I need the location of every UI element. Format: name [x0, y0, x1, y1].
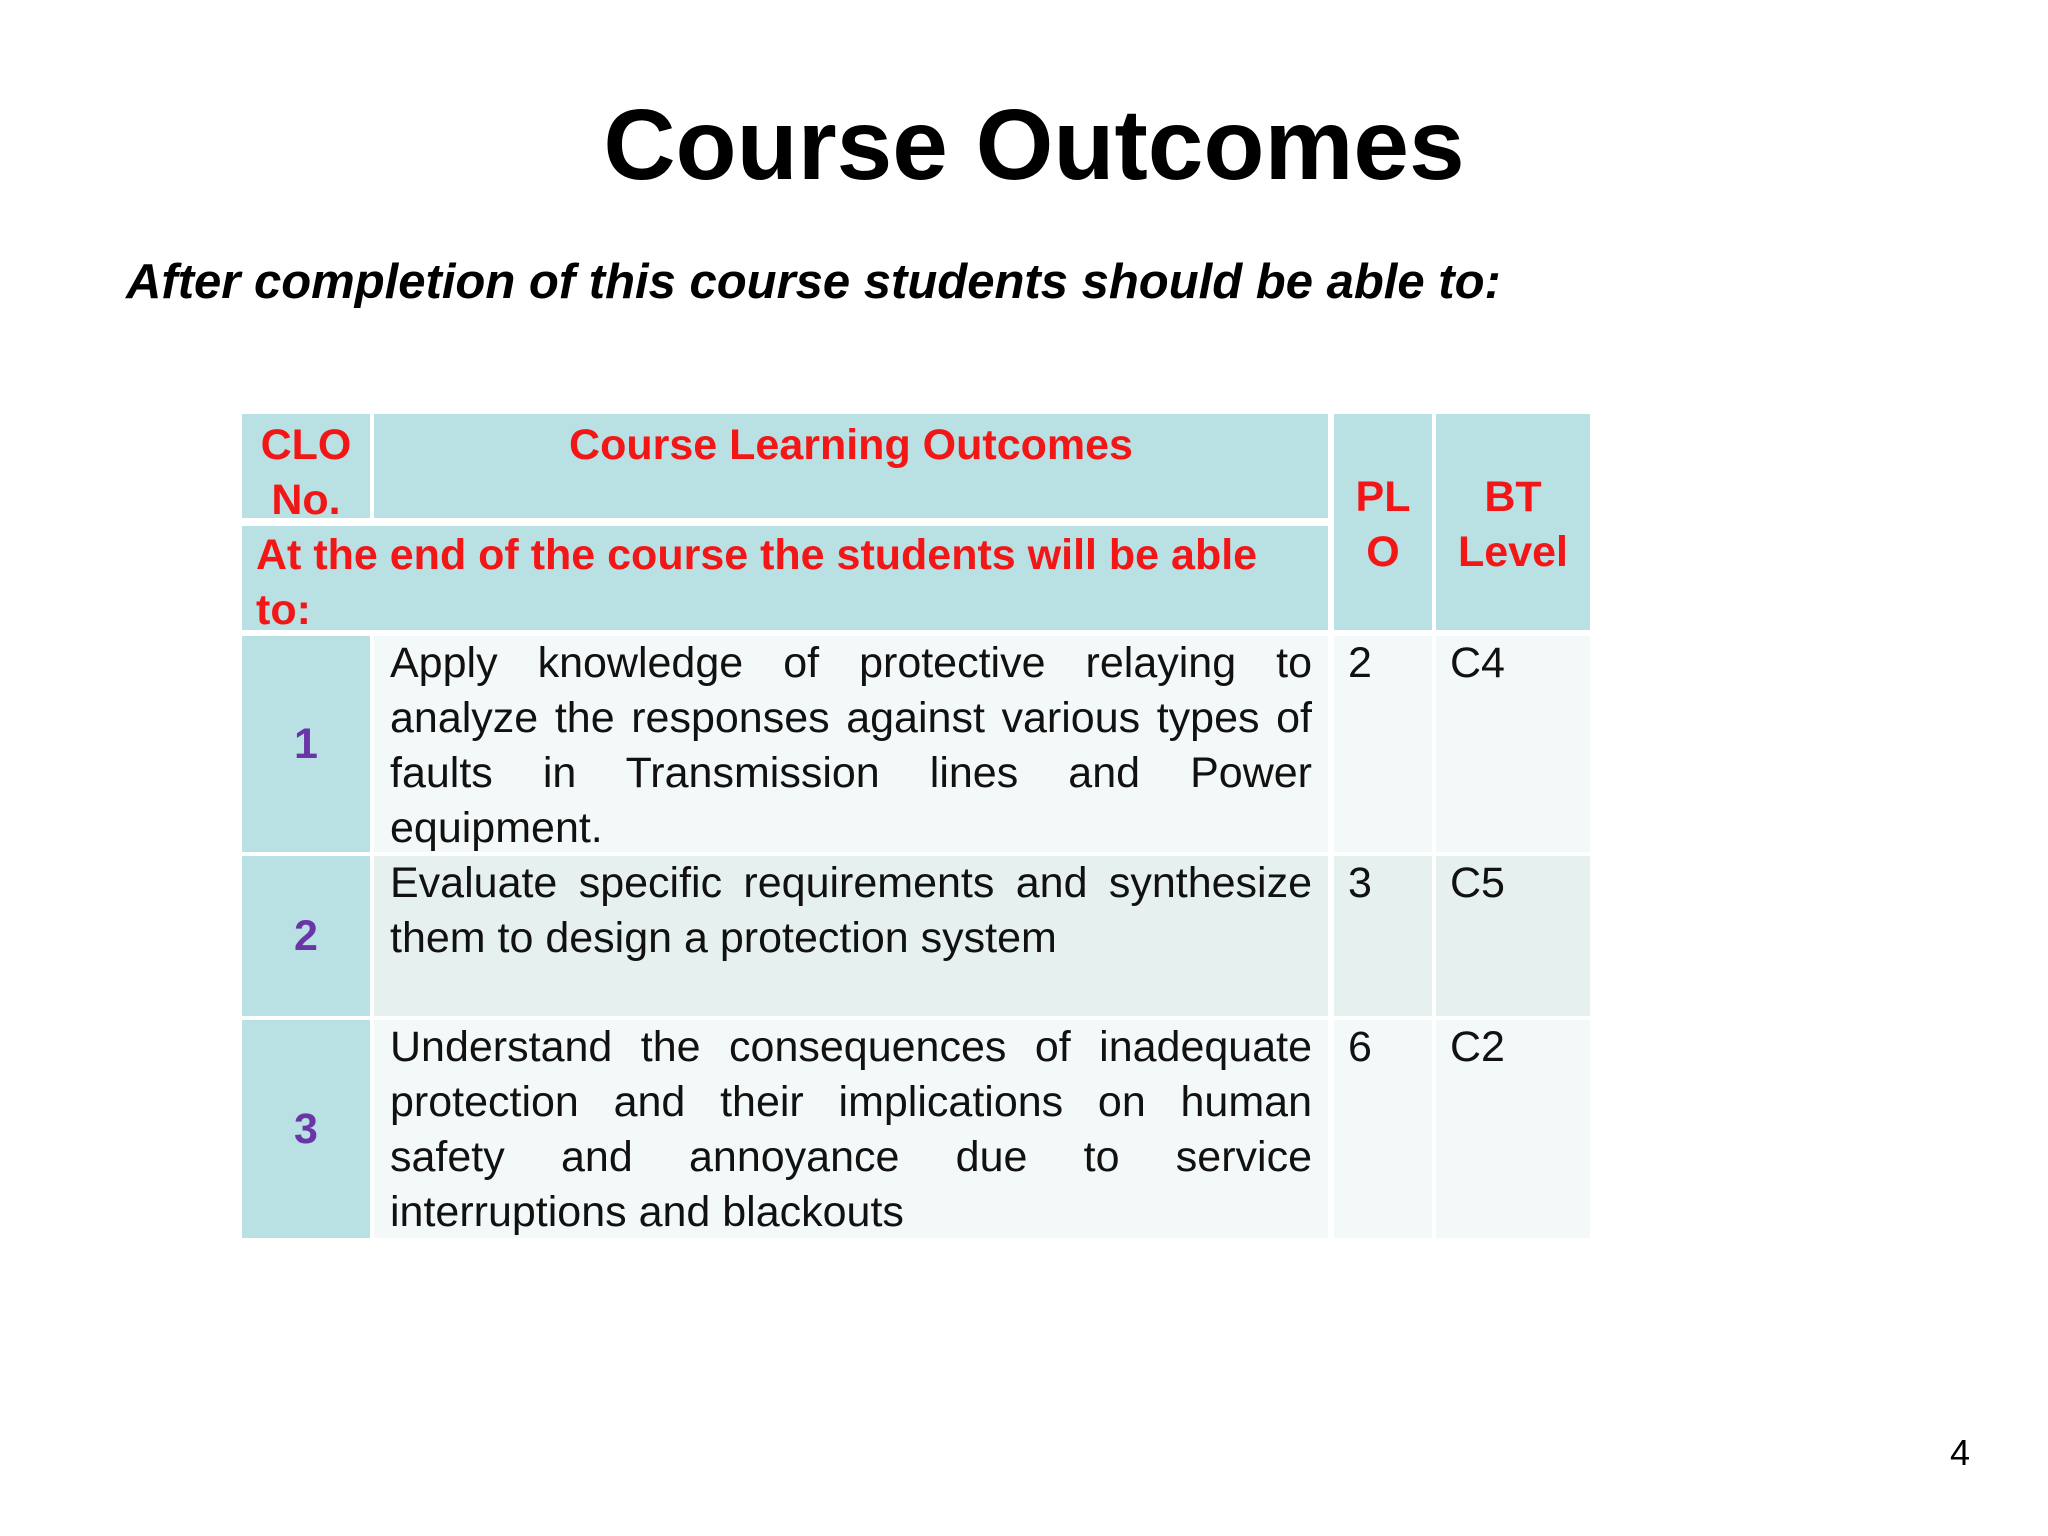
outcome-text: Apply knowledge of protective relaying to analyze the responses against various types of faults in Transmission lines and Power equipment.: [374, 636, 1328, 852]
plo-value: 3: [1334, 856, 1432, 1016]
clo-number: 3: [242, 1020, 370, 1238]
header-intro-text: At the end of the course the students will be able to:: [256, 531, 1258, 634]
plo-value: 6: [1334, 1020, 1432, 1238]
header-plo-line2: O: [1366, 528, 1400, 576]
plo-value: 2: [1334, 636, 1432, 852]
header-clo-no: [242, 414, 370, 524]
header-bt-level: [1436, 414, 1590, 630]
header-plo: [1334, 414, 1432, 630]
clo-number: 2: [242, 856, 370, 1016]
header-bt-line1: BT: [1484, 473, 1542, 521]
clo-number: 1: [242, 636, 370, 852]
bt-level-value: C5: [1436, 856, 1590, 1016]
bt-level-value: C4: [1436, 636, 1590, 852]
header-plo-line1: PL: [1355, 473, 1411, 521]
header-course-learning-outcomes: [374, 414, 1328, 518]
header-intro: [242, 526, 1328, 634]
header-clo-line2: No.: [271, 476, 341, 524]
header-clo-line1: CLO: [260, 421, 352, 469]
bt-level-value: C2: [1436, 1020, 1590, 1238]
slide-subtitle: After completion of this course students should be able to:: [126, 255, 1501, 309]
slide-title: Course Outcomes: [603, 89, 1465, 201]
header-bt-line2: Level: [1458, 528, 1568, 576]
page-number: 4: [1949, 1432, 1970, 1473]
outcome-text: Understand the consequences of inadequate protection and their implications on human safety and annoyance due to service interruptions and blackouts: [374, 1020, 1328, 1238]
outcome-text: Evaluate specific requirements and synthesize them to design a protection system: [374, 856, 1328, 1016]
header-outcomes-label: Course Learning Outcomes: [569, 421, 1133, 469]
